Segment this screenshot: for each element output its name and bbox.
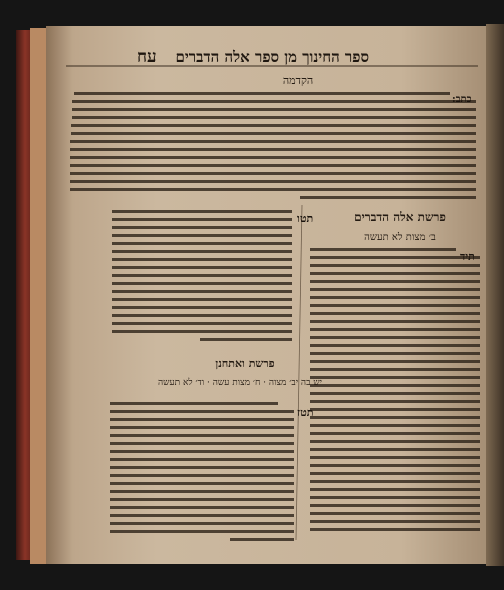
parsha-heading-main: פרשת אלה הדברים bbox=[354, 210, 446, 224]
intro-heading: הקדמה bbox=[282, 74, 314, 87]
right-page-edge bbox=[486, 24, 504, 566]
mitzvah-count-1: ב׳ מצות לא תעשה bbox=[364, 232, 436, 243]
mitzvah-count-2: יש בה יב׳ מצוה · ח׳ מצות עשה · וד׳ לא תעשה bbox=[157, 378, 323, 388]
mitzvah-number-tat: תטז bbox=[297, 406, 314, 419]
mitzvah-number-tad: תיד bbox=[460, 250, 475, 263]
intro-label: כתב: bbox=[452, 94, 472, 105]
parsha-heading-2: פרשת ואתחנן bbox=[215, 357, 275, 370]
mitzvah-number-tav: תטו bbox=[297, 212, 314, 225]
page-folio-number: עח bbox=[137, 47, 157, 67]
page-running-title: ספר החינוך מן ספר אלה הדברים bbox=[175, 48, 369, 66]
